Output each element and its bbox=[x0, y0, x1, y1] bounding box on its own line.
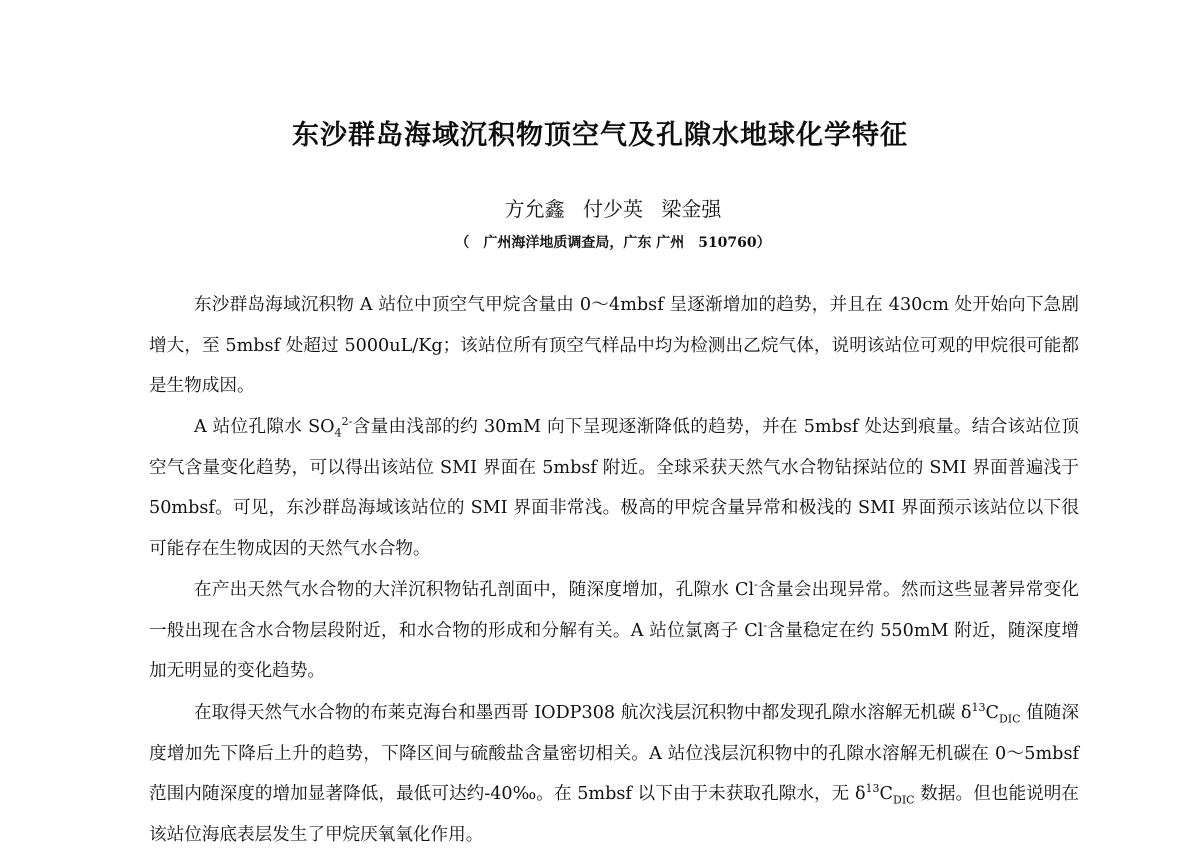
paper-title: 东沙群岛海域沉积物顶空气及孔隙水地球化学特征 bbox=[292, 120, 908, 151]
text-run: C bbox=[879, 784, 894, 804]
superscript: - bbox=[763, 618, 768, 632]
superscript: - bbox=[754, 578, 758, 592]
author-name: 梁金强 bbox=[661, 197, 722, 221]
superscript: 2- bbox=[341, 415, 353, 429]
author-name: 付少英 bbox=[583, 197, 643, 221]
text-run: 值随深度增加先下降后上升的趋势，下降区间与硫酸盐含量密切相关。A 站位浅层沉积物中的孔隙水溶解无机碳在 0～5mbsf 范围内随深度的增加显著降低，最低可达约-40‰。在 5mbsf 以下由于未获取孔隙水，无 δ bbox=[149, 703, 1080, 804]
body-paragraph-3 bbox=[149, 570, 1079, 692]
author-name: 方允鑫 bbox=[504, 197, 565, 221]
text-run: 数据。但也能说明在该站位海底表层发生了甲烷厌氧氧化作用。 bbox=[149, 784, 1080, 845]
superscript: 13 bbox=[865, 782, 880, 796]
author-list bbox=[0, 193, 1200, 222]
author-affiliation: （ 广州海洋地质调查局，广东 广州 510760） bbox=[455, 235, 771, 251]
superscript: 13 bbox=[971, 701, 986, 715]
text-run: A 站位孔隙水 SO bbox=[194, 417, 335, 437]
subscript: DIC bbox=[893, 793, 915, 807]
body-paragraph-2 bbox=[149, 407, 1079, 569]
text-run: 在取得天然气水合物的布莱克海台和墨西哥 IODP308 航次浅层沉积物中都发现孔隙水溶解无机碳 δ bbox=[194, 703, 972, 723]
subscript: DIC bbox=[998, 712, 1021, 726]
body-paragraph-4 bbox=[149, 693, 1079, 855]
subscript: 4 bbox=[334, 426, 342, 440]
text-run: 含量会出现异常。然而这些显著异常变化一般出现在含水合物层段附近，和水合物的形成和分解有关。A 站位氯离子 Cl bbox=[149, 580, 1079, 641]
text-run: C bbox=[985, 703, 999, 723]
body-paragraph-1: 东沙群岛海域沉积物 A 站位中顶空气甲烷含量由 0～4mbsf 呈逐渐增加的趋势，并且在 430cm 处开始向下急剧增大，至 5mbsf 处超过 5000uL/Kg；该站位所有顶空气样品中均为检测出乙烷气体，说明该站位可观的甲烷很可能都是生物成因。 bbox=[149, 295, 1079, 396]
text-run: 含量稳定在约 550mM 附近，随深度增加无明显的变化趋势。 bbox=[149, 620, 1080, 681]
text-run: 含量由浅部的约 30mM 向下呈现逐渐降低的趋势，并在 5mbsf 处达到痕量。结合该站位顶空气含量变化趋势，可以得出该站位 SMI 界面在 5mbsf 附近。全球采获天然气水合物钻探站位的 SMI 界面普遍浅于 50mbsf。可见，东沙群岛海域该站位的 SMI 界面非常浅。极高的甲烷含量异常和极浅的 SMI 界面预示该站位以下很可能存在生物成因的天然气水合物。 bbox=[149, 417, 1080, 559]
text-run: 在产出天然气水合物的大洋沉积物钻孔剖面中，随深度增加，孔隙水 Cl bbox=[194, 580, 755, 600]
